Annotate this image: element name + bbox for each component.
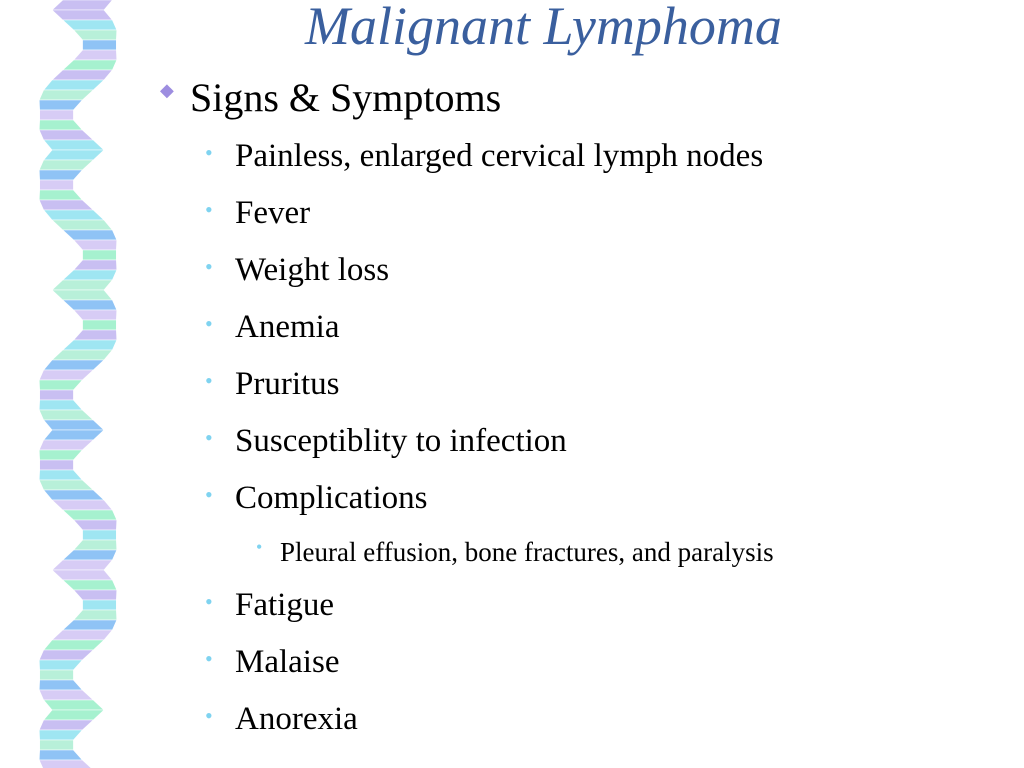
bullet-icon: •	[205, 197, 213, 222]
sub-list-item	[256, 535, 774, 569]
list-item	[205, 478, 428, 518]
list-item	[205, 307, 340, 347]
list-item-heading	[160, 74, 502, 122]
slide-title: Malignant Lymphoma	[305, 0, 782, 56]
list-item	[205, 364, 340, 404]
list-item	[205, 585, 334, 625]
bullet-icon: •	[205, 589, 213, 614]
list-item-text: Weight loss	[235, 252, 390, 288]
heading-text: Signs & Symptoms	[190, 75, 502, 120]
sub-list-item-text: Pleural effusion, bone fractures, and paralysis	[280, 537, 774, 567]
bullet-icon: •	[205, 368, 213, 393]
list-item-text: Anorexia	[235, 701, 358, 737]
list-item-text: Anemia	[235, 309, 340, 345]
bullet-icon: •	[205, 140, 213, 165]
list-item-text: Fatigue	[235, 587, 334, 623]
bullet-icon: •	[205, 646, 213, 671]
bullet-icon: •	[256, 537, 263, 557]
list-item	[205, 421, 567, 461]
list-item	[205, 250, 390, 290]
list-item-text: Complications	[235, 480, 428, 516]
list-item	[205, 136, 764, 176]
bullet-icon: •	[205, 482, 213, 507]
list-item-text: Painless, enlarged cervical lymph nodes	[235, 138, 764, 174]
bullet-icon: •	[205, 311, 213, 336]
list-item	[205, 642, 340, 682]
bullet-icon: •	[205, 703, 213, 728]
list-item-text: Malaise	[235, 644, 340, 680]
list-item	[205, 699, 358, 739]
list-item-text: Fever	[235, 195, 311, 231]
bullet-icon: •	[205, 254, 213, 279]
bullet-icon: •	[205, 425, 213, 450]
list-item-text: Susceptiblity to infection	[235, 423, 567, 459]
list-item-text: Pruritus	[235, 366, 340, 402]
list-item	[205, 193, 311, 233]
diamond-bullet-icon: ◆	[160, 80, 174, 100]
